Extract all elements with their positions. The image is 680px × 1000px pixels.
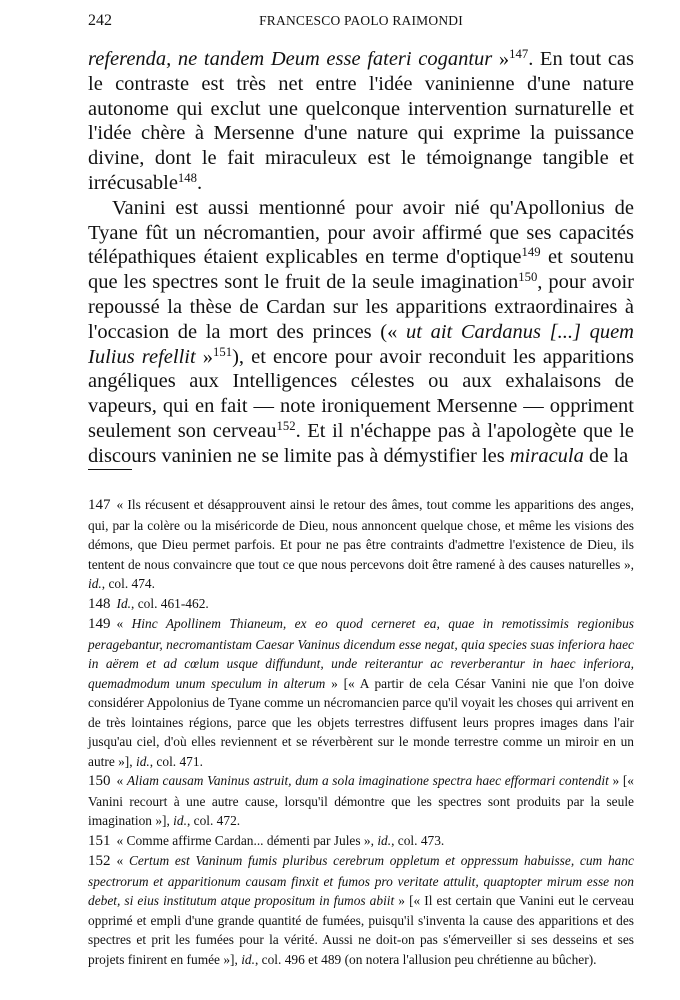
- citation-abbrev: id.: [135, 753, 150, 769]
- footnote-152: [88, 851, 634, 969]
- latin-quote: Certum est Vaninum fumis pluribus cerebrum oppletum et oppressum habuisse, cum hanc spectrorum et apparitionum causam finxit et fumos pro veritate attulit, quaptopter mirum esse non debet, si eius institutum atque propositum in fumos abiit: [88, 853, 634, 908]
- text-run: » [« Vanini recourt à une autre cause, lorsqu'il démontre que les spectres sont produits par la seule imagination »],: [88, 773, 634, 828]
- main-text: [88, 47, 634, 469]
- footnote-150: [88, 771, 634, 831]
- footnote-149: [88, 614, 634, 771]
- latin-term: miracula: [509, 444, 584, 467]
- text-run: , col. 473.: [391, 832, 445, 848]
- footnote-147: [88, 495, 634, 594]
- text-run: , col. 461-462.: [131, 595, 209, 611]
- text-run: « Comme affirme Cardan... démenti par Jules »,: [116, 832, 378, 848]
- text-run: « Ils récusent et désapprouvent ainsi le retour des âmes, tout comme les apparitions des anges, qui, par la colère ou la miséricorde de Dieu, nous annoncent quelque chose, et même les visions des démons, que Dieu permet parfois. Et pour ne pas être contraints d'admettre l'existence de Dieu, ils tentent de nous convaincre que tout ce que nous percevons doit être ramené à des causes naturelles »,: [88, 497, 634, 572]
- citation-abbrev: Id.: [116, 595, 132, 611]
- paragraph-1: [88, 47, 634, 196]
- text-run: de la: [583, 444, 629, 467]
- citation-abbrev: id.: [241, 951, 255, 967]
- footnote-ref-148[interactable]: 148: [177, 171, 197, 185]
- footnote-148: [88, 594, 634, 615]
- text-run: » [« A partir de cela César Vanini nie que l'on doive considérer Appolonius de Tyane comme un nécromancien parce qu'il voyait les choses qui arrivent en de très lointaines régions, parce que les objets terrestres diffusent leurs propres images dans l'air jusqu'au ciel, d'où elles reviennent et se réverbèrent sur le monde terrestre comme un miroir en un autre »],: [88, 675, 634, 769]
- footnote-number: 151: [88, 832, 111, 849]
- footnote-ref-150[interactable]: 150: [518, 270, 538, 285]
- text-run: , col. 472.: [186, 813, 241, 828]
- text-run: . Et il n'échappe pas à l'apologète que le discours vaninien ne se limite pas à démystifier les: [88, 419, 635, 467]
- text-run: et soutenu que les spectres sont le fruit de la seule imagination: [88, 246, 634, 294]
- footnote-ref-147[interactable]: 147: [509, 47, 529, 62]
- latin-quote: referenda, ne tandem Deum esse fateri cogantur: [88, 48, 493, 70]
- text-run: «: [116, 616, 132, 631]
- footnotes: [88, 495, 634, 969]
- text-run: .: [196, 171, 203, 194]
- footnote-151: [88, 831, 634, 852]
- text-run: «: [116, 853, 129, 868]
- footnote-number: 148: [88, 595, 111, 612]
- citation-abbrev: id.: [88, 576, 102, 591]
- footnote-number: 147: [88, 497, 111, 513]
- text-run: , col. 471.: [149, 753, 203, 769]
- citation-abbrev: id.: [173, 813, 187, 828]
- text-run: » [« Il est certain que Vanini eut le cerveau opprimé et empli d'une grande quantité de fumées, puisqu'il s'inventa la cause des apparitions et des spectres et prit les fumées pour la vérité. Aussi ne doit-on pas s'émerveiller si ses desseins et ses projets finirent en fumée »],: [88, 893, 634, 967]
- text-run: ), et encore pour avoir reconduit les apparitions angéliques aux Intelligences célestes ou aux exhalaisons de vapeurs, qui en fait — note ironiquement Mersenne — oppriment seulement son cerveau: [88, 345, 635, 442]
- footnote-ref-152[interactable]: 152: [276, 418, 296, 433]
- text-run: , pour avoir repoussé la thèse de Cardan sur les apparitions extraordinaires à l'occasion de la mort des princes («: [88, 271, 634, 343]
- footnote-number: 149: [88, 616, 111, 632]
- text-run: , col. 474.: [101, 576, 155, 591]
- text-run: »: [195, 345, 214, 368]
- citation-abbrev: id.: [377, 832, 392, 848]
- running-header: [88, 12, 634, 36]
- latin-quote: Hinc Apollinem Thianeum, ex eo quod cerneret ea, quae in remotissimis regionibus peragebantur, necromantistam Caesar Vaninus dicendum esse negat, quia species suas inferiora haec in aërem et ad cœlum usque diffundunt, unde reiterantur ac reverberantur in haec inferiora, quemadmodum unum speculum in alterum: [88, 616, 634, 691]
- text-run: Vanini est aussi mentionné pour avoir nié qu'Apollonius de Tyane fût un nécromantien, pour avoir affirmé que ses capacités télépathiques étaient explicables en terme d'optique: [88, 196, 634, 269]
- footnote-separator: [88, 469, 132, 470]
- footnote-number: 152: [88, 853, 111, 869]
- text-run: «: [116, 773, 127, 788]
- page-number: 242: [88, 12, 112, 29]
- paragraph-2: [88, 196, 634, 469]
- text-run: »: [492, 48, 510, 70]
- text-run: , col. 496 et 489 (on notera l'allusion peu chrétienne au bûcher).: [254, 951, 597, 967]
- latin-quote: Aliam causam Vaninus astruit, dum a sola imaginatione spectra haec efformari contendit: [126, 773, 609, 788]
- footnote-ref-149[interactable]: 149: [521, 245, 541, 260]
- running-title: FRANCESCO PAOLO RAIMONDI: [259, 13, 463, 28]
- footnote-number: 150: [88, 773, 111, 789]
- footnote-ref-151[interactable]: 151: [213, 344, 233, 359]
- latin-quote: ut ait Cardanus [...] quem Iulius refellit: [88, 320, 634, 368]
- text-run: . En tout cas le contraste est très net entre l'idée vaninienne d'une nature autonome qui exclut une quelconque intervention surnaturelle et l'idée chère à Mersenne d'une nature qui exprime la puissance divine, dont le fait miraculeux est le témoignange tangible et irrécusable: [88, 48, 635, 194]
